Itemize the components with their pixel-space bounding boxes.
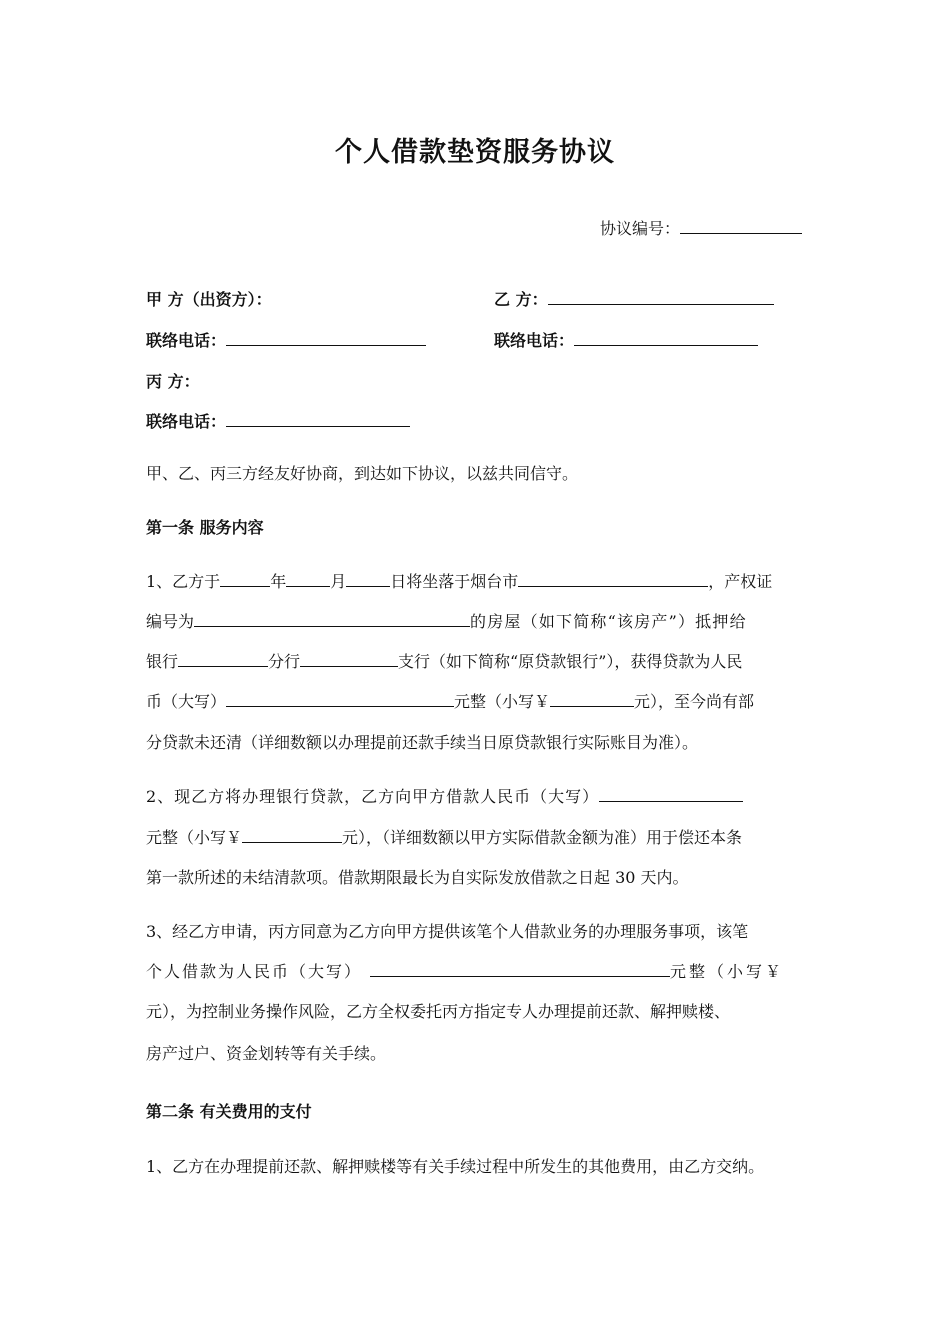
party-a-phone-blank <box>226 329 426 346</box>
party-a-phone-label: 联络电话： <box>146 331 227 350</box>
loan-amount-words-blank <box>226 690 454 707</box>
article-1-p3-line3: 元），为控制业务操作风险，乙方全权委托丙方指定专人办理提前还款、解押赎楼、 <box>146 1002 731 1021</box>
year-blank <box>220 570 270 587</box>
text: 年 <box>270 572 287 591</box>
cert-number-blank <box>194 610 470 627</box>
party-a-phone-line <box>146 328 426 351</box>
party-c-phone-blank <box>226 410 410 427</box>
party-b-line <box>494 287 774 310</box>
article-1-p1-line3 <box>146 649 742 672</box>
text: 月 <box>330 572 347 591</box>
party-c-phone-label: 联络电话： <box>146 412 227 431</box>
party-b-label: 乙 方： <box>494 290 548 309</box>
article-1-p1-line5: 分贷款未还清（详细数额以办理提前还款手续当日原贷款银行实际账目为准）。 <box>146 733 699 752</box>
article-1-p3-line2 <box>146 959 784 982</box>
party-a-line <box>146 287 272 310</box>
article-1-p2-line3: 第一款所述的未结清款项。借款期限最长为自实际发放借款之日起 30 天内。 <box>146 868 689 887</box>
agreement-number-label: 协议编号： <box>600 219 681 238</box>
text: 支行（如下简称“原贷款银行”），获得贷款为人民 <box>398 652 743 671</box>
article-2-p1: 1、乙方在办理提前还款、解押赎楼等有关手续过程中所发生的其他费用，由乙方交纳。 <box>146 1157 765 1176</box>
branch-blank <box>300 650 398 667</box>
day-blank <box>346 570 390 587</box>
party-b-phone-line <box>494 328 758 351</box>
text: 元整（小写￥ <box>454 692 551 711</box>
agreement-number-blank <box>680 217 802 234</box>
service-amount-words-blank <box>370 960 670 977</box>
text: 1、乙方于 <box>146 572 221 591</box>
article-1-p3-line4: 房产过户、资金划转等有关手续。 <box>146 1044 387 1063</box>
month-blank <box>286 570 330 587</box>
article-2-heading: 第二条 有关费用的支付 <box>146 1102 312 1121</box>
party-b-blank <box>548 288 774 305</box>
text: 编号为 <box>146 612 195 631</box>
document-title: 个人借款垫资服务协议 <box>335 137 615 168</box>
text: 银行 <box>146 652 179 671</box>
text: 元整（小写￥ <box>146 828 243 847</box>
text: 2、现乙方将办理银行贷款，乙方向甲方借款人民币（大写） <box>146 787 600 806</box>
location-blank <box>518 570 708 587</box>
bank-blank <box>178 650 268 667</box>
party-a-label: 甲 方（出资方）： <box>146 290 272 309</box>
article-1-p1-line4 <box>146 689 754 712</box>
party-b-phone-label: 联络电话： <box>494 331 575 350</box>
borrow-amount-figures-blank <box>242 826 342 843</box>
party-c-phone-line <box>146 409 410 432</box>
article-1-p1-line1 <box>146 569 808 592</box>
party-c-label: 丙 方： <box>146 372 200 391</box>
text: 个人借款为人民币（大写） <box>146 962 363 981</box>
intro-text: 甲、乙、丙三方经友好协商，到达如下协议，以兹共同信守。 <box>146 464 579 483</box>
party-c-line <box>146 369 200 392</box>
article-1-p2-line2 <box>146 825 742 848</box>
agreement-number <box>600 216 802 239</box>
text: ，产权证 <box>708 572 773 591</box>
text: 元），至今尚有部 <box>634 692 755 711</box>
loan-amount-figures-blank <box>550 690 634 707</box>
borrow-amount-words-blank <box>599 785 743 802</box>
party-b-phone-blank <box>574 329 758 346</box>
text: 币（大写） <box>146 692 227 711</box>
text: 日将坐落于烟台市 <box>390 572 519 591</box>
text: 元），（详细数额以甲方实际借款金额为准）用于偿还本条 <box>342 828 743 847</box>
article-1-p1-line2 <box>146 609 747 632</box>
article-1-heading: 第一条 服务内容 <box>146 518 264 537</box>
text: 分行 <box>268 652 301 671</box>
article-1-p3-line1: 3、经乙方申请，丙方同意为乙方向甲方提供该笔个人借款业务的办理服务事项，该笔 <box>146 922 749 941</box>
text: 元整（小写￥ <box>670 962 785 981</box>
text: 的房屋（如下简称“该房产”）抵押给 <box>470 612 747 631</box>
article-1-p2-line1 <box>146 784 743 807</box>
